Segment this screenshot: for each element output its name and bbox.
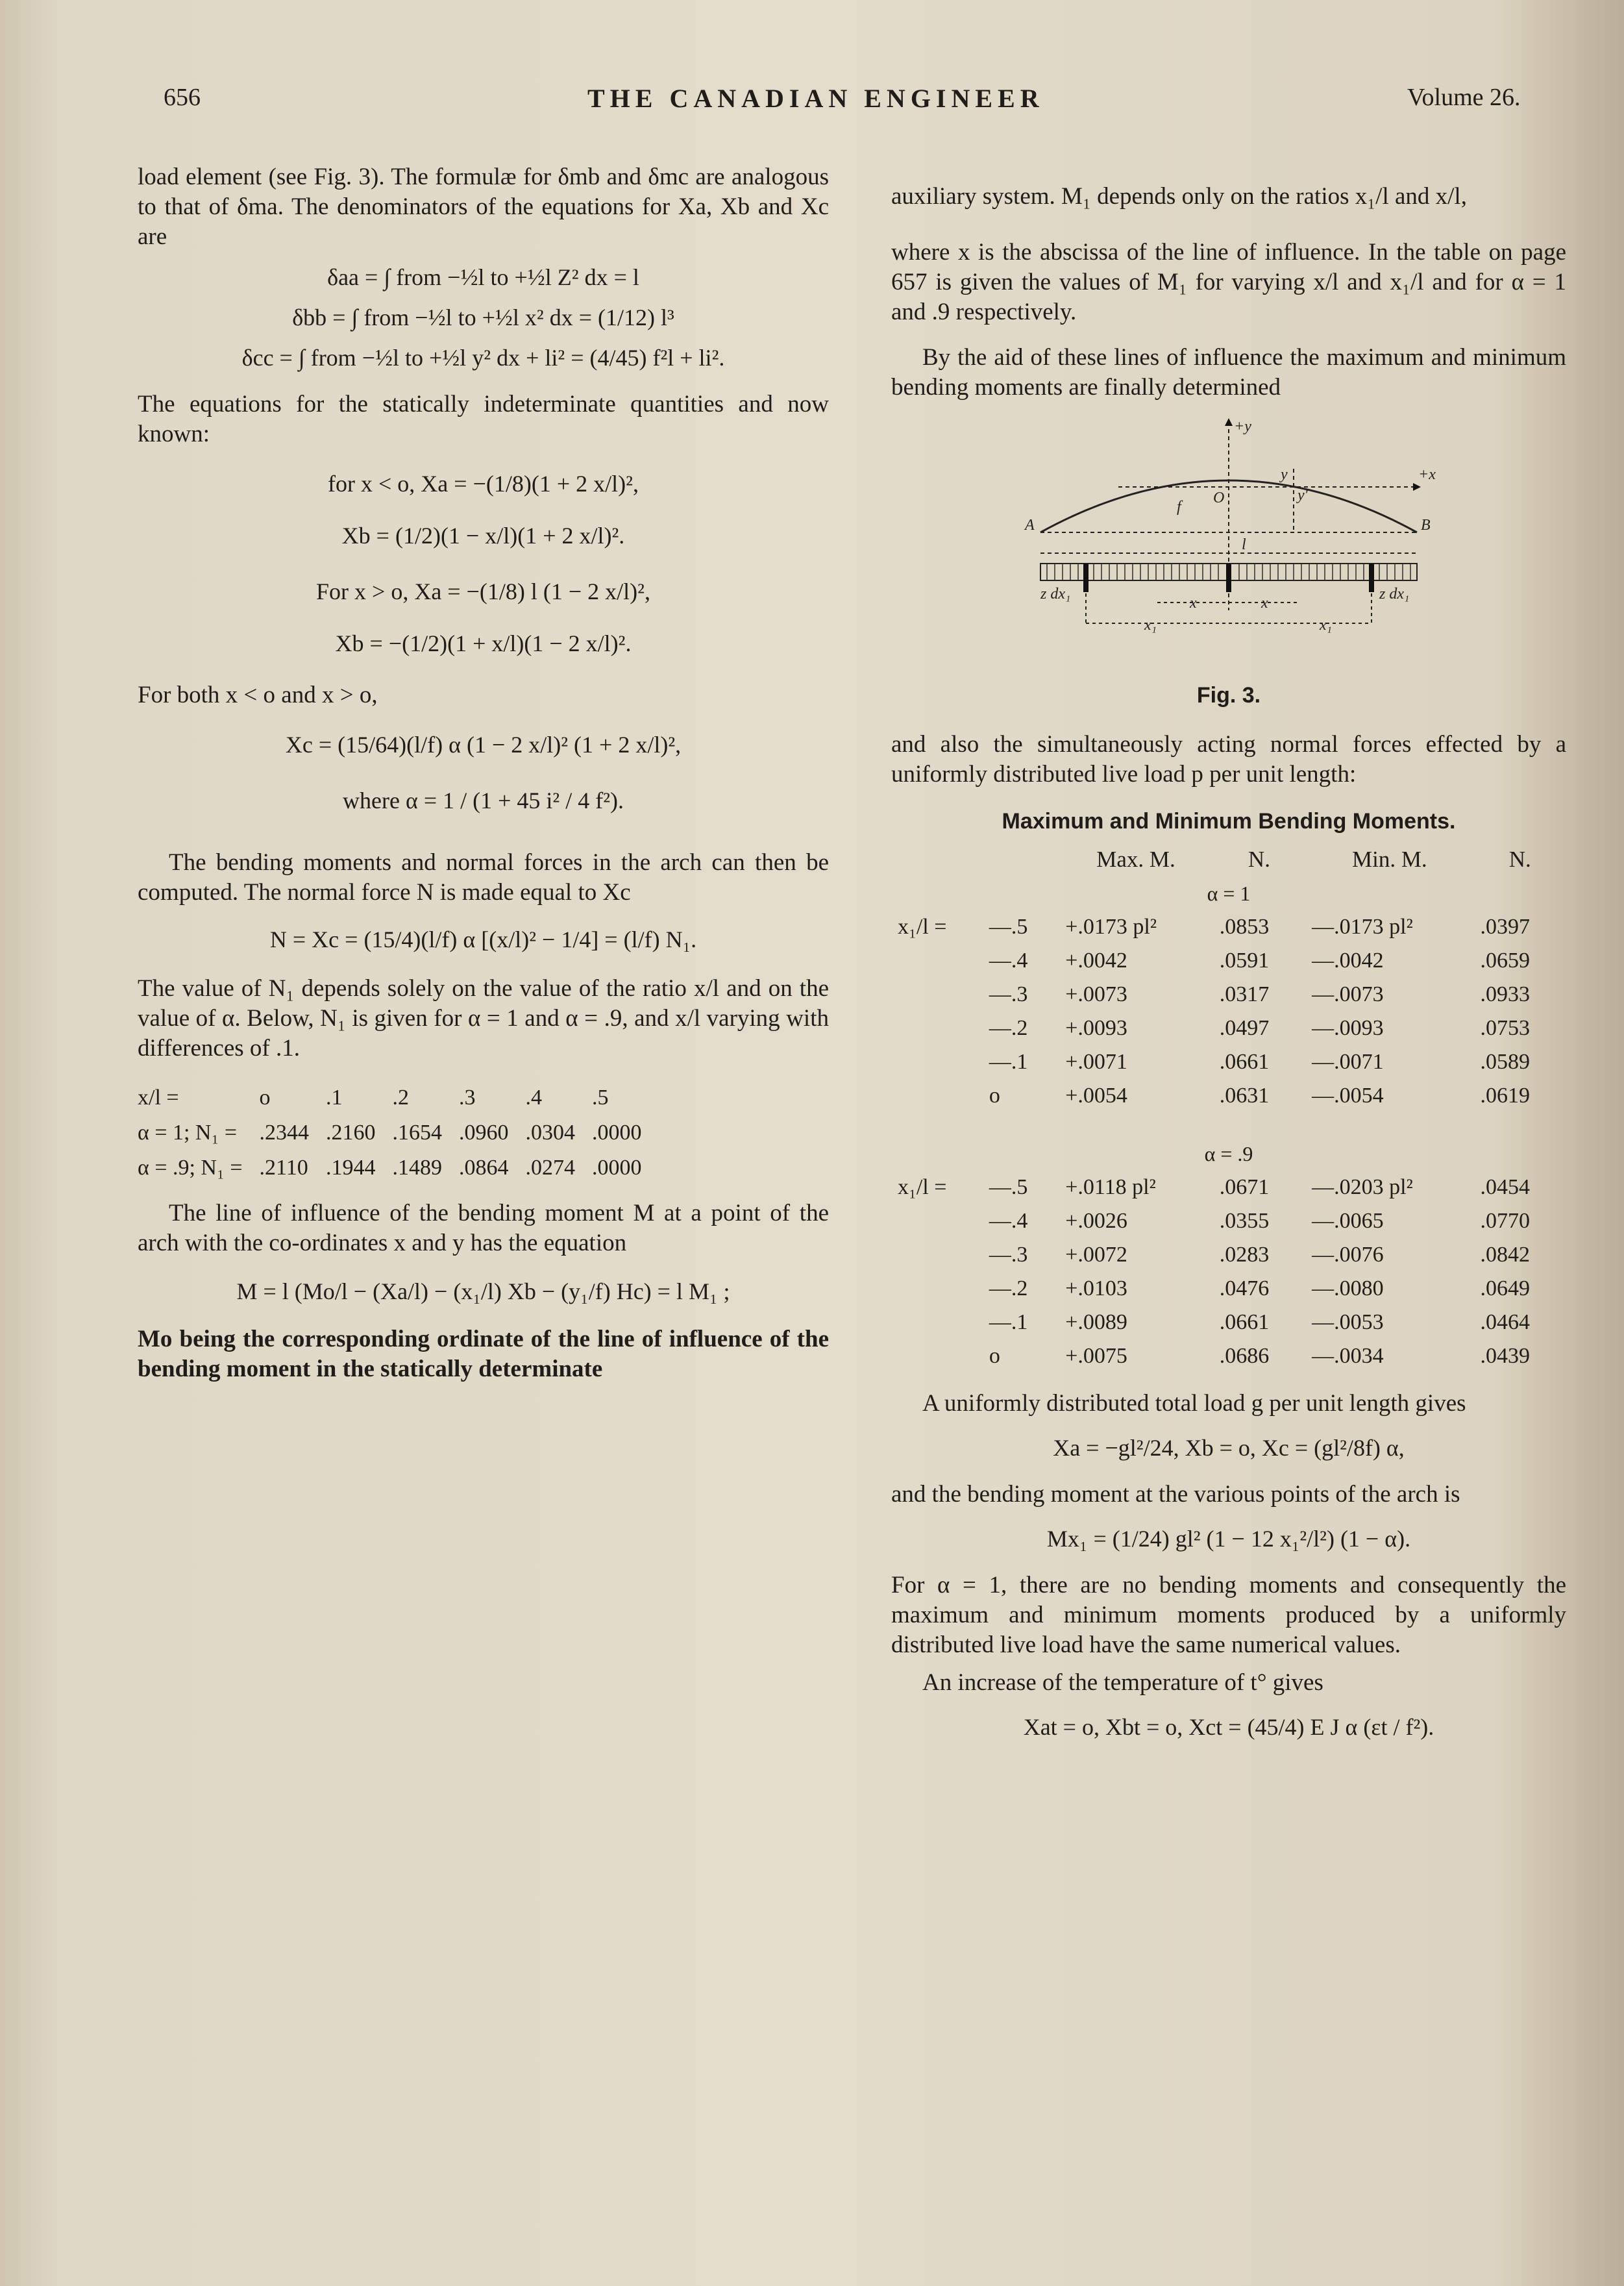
- paragraph: The value of N₁ depends solely on the value of the ratio x/l and on the value of α. Below, N₁ is given for α = 1 and α = .9, and x/l varying with differences of .1.: [138, 975, 829, 1062]
- figure-label: B: [1421, 517, 1431, 534]
- table-cell: .0631: [1219, 1084, 1270, 1108]
- table-cell: .0283: [1219, 1243, 1270, 1267]
- table-cell: .0659: [1480, 949, 1530, 973]
- table-header-row: [891, 843, 1566, 876]
- table-row: [138, 1080, 659, 1115]
- figure-label: +x: [1418, 466, 1436, 483]
- load-element-left: [1083, 564, 1089, 592]
- table-cell: x/l =: [138, 1086, 179, 1110]
- table-cell: α = .9; N₁ =: [138, 1156, 243, 1180]
- table-cell: .0661: [1219, 1310, 1270, 1334]
- equation-delta-cc: δcc = ∫ from −½l to +½l y² dx + li² = (4/45) f²l + li².: [241, 345, 725, 371]
- equation-n: N = Xc = (15/4)(l/f) α [(x/l)² − 1/4] = (l/f) N₁.: [269, 926, 697, 952]
- table-row: [891, 1272, 1566, 1306]
- table-cell: .0000: [592, 1121, 642, 1145]
- table-row: [891, 1306, 1566, 1339]
- table-cell: .0497: [1219, 1016, 1270, 1040]
- table-cell: +.0042: [1065, 949, 1127, 973]
- figure-label: x₁: [1320, 617, 1332, 634]
- table-cell: —.0073: [1312, 982, 1384, 1006]
- table-cell: +.0093: [1065, 1016, 1127, 1040]
- table-cell: .1654: [392, 1121, 443, 1145]
- equation-total-load: Xa = −gl²/24, Xb = o, Xc = (gl²/8f) α,: [1053, 1435, 1405, 1461]
- equation-xb-positive: Xb = −(1/2)(1 + x/l)(1 − 2 x/l)².: [335, 630, 632, 656]
- table-cell: —.0071: [1312, 1050, 1384, 1074]
- figure-label: f: [1177, 499, 1181, 516]
- table-cell: .0464: [1480, 1310, 1530, 1334]
- table-cell: —.2: [989, 1016, 1028, 1040]
- table-cell: +.0071: [1065, 1050, 1127, 1074]
- equation-m: M = l (Mo/l − (Xa/l) − (x₁/l) Xb − (y₁/f) Hc) = l M₁ ;: [236, 1278, 730, 1304]
- table-cell: .0671: [1219, 1175, 1270, 1199]
- paragraph: and also the simultaneously acting normal forces effected by a uniformly distributed live load p per unit length:: [891, 731, 1566, 788]
- table-cell: +.0118 pl²: [1065, 1175, 1156, 1199]
- table-row: [138, 1150, 659, 1186]
- paragraph: The equations for the statically indeterminate quantities and now known:: [138, 391, 829, 447]
- paragraph: By the aid of these lines of influence the maximum and minimum bending moments are finally determined: [891, 344, 1566, 401]
- table-cell: .0355: [1219, 1209, 1270, 1233]
- table-row: [891, 978, 1566, 1012]
- table-cell: α = 1; N₁ =: [138, 1121, 238, 1145]
- left-column: [138, 162, 829, 1392]
- table-cell: —.0042: [1312, 949, 1384, 973]
- journal-title: THE CANADIAN ENGINEER: [587, 84, 1044, 113]
- table-cell: .0864: [459, 1156, 509, 1180]
- column-header: N.: [1508, 847, 1531, 872]
- table-cell: +.0173 pl²: [1065, 915, 1157, 939]
- table-row: [891, 910, 1566, 944]
- paragraph: auxiliary system. M₁ depends only on the ratios x₁/l and x/l,: [891, 183, 1467, 210]
- table-cell: .0619: [1480, 1084, 1530, 1108]
- table-cell: —.0203 pl²: [1312, 1175, 1413, 1199]
- n1-table: [138, 1080, 659, 1186]
- table-row: [891, 1045, 1566, 1079]
- table-row: [891, 1012, 1566, 1045]
- table-cell: —.3: [989, 982, 1028, 1006]
- table-cell: .0589: [1480, 1050, 1530, 1074]
- table-cell: —.0080: [1312, 1276, 1384, 1300]
- table-row: [891, 1339, 1566, 1373]
- figure-label: x₁: [1144, 617, 1157, 634]
- table-cell: .5: [592, 1086, 609, 1110]
- table-row: [891, 1238, 1566, 1272]
- table-cell: +.0072: [1065, 1243, 1127, 1267]
- table-cell: .0274: [525, 1156, 576, 1180]
- table-cell: —.0054: [1312, 1084, 1384, 1108]
- paragraph: The bending moments and normal forces in the arch can then be computed. The normal force N is made equal to Xc: [138, 849, 829, 906]
- table-cell: .0686: [1219, 1344, 1270, 1368]
- alpha-label: α = .9: [1204, 1142, 1253, 1165]
- table-cell: .0842: [1480, 1243, 1530, 1267]
- table-cell: —.1: [989, 1310, 1028, 1334]
- figure-3: [891, 416, 1566, 710]
- paragraph: The line of influence of the bending moment M at a point of the arch with the co-ordinates x and y has the equation: [138, 1200, 829, 1256]
- table-cell: —.0034: [1312, 1344, 1384, 1368]
- figure-label: O: [1213, 490, 1225, 506]
- table-cell: +.0054: [1065, 1084, 1127, 1108]
- table-cell: —.1: [989, 1050, 1028, 1074]
- column-header: N.: [1248, 847, 1270, 872]
- table-cell: .0476: [1219, 1276, 1270, 1300]
- figure-caption: Fig. 3.: [1196, 683, 1261, 708]
- x1-over-l-label: x₁/l =: [898, 1175, 947, 1199]
- column-header: Min. M.: [1351, 847, 1427, 872]
- table-cell: —.3: [989, 1243, 1028, 1267]
- equation-delta-aa: δaa = ∫ from −½l to +½l Z² dx = l: [327, 264, 639, 290]
- table-cell: +.0103: [1065, 1276, 1127, 1300]
- equation-xc: Xc = (15/64)(l/f) α (1 − 2 x/l)² (1 + 2 x/l)²,: [285, 732, 682, 758]
- table-cell: .0853: [1219, 915, 1270, 939]
- table-cell: .2344: [259, 1121, 310, 1145]
- table-cell: .0753: [1480, 1016, 1530, 1040]
- table-cell: .0439: [1480, 1344, 1530, 1368]
- figure-label: x: [1190, 595, 1197, 612]
- table-cell: +.0026: [1065, 1209, 1127, 1233]
- page-header: [0, 83, 1624, 122]
- table-cell: .0661: [1219, 1050, 1270, 1074]
- x-axis-arrow: [1413, 483, 1421, 491]
- paragraph: For both x < o and x > o,: [138, 682, 378, 708]
- figure-label: l: [1242, 536, 1246, 553]
- table-cell: .2: [392, 1086, 410, 1110]
- paragraph: where x is the abscissa of the line of influence. In the table on page 657 is given the values of M₁ for varying x/l and x₁/l and for α = 1 and .9 respectively.: [891, 239, 1566, 325]
- arch-diagram: [1021, 416, 1436, 669]
- table-cell: .0933: [1480, 982, 1530, 1006]
- table-row: [138, 1115, 659, 1150]
- table-cell: —.0093: [1312, 1016, 1384, 1040]
- page-number: 656: [164, 84, 201, 111]
- table-cell: —.0173 pl²: [1312, 915, 1413, 939]
- table-row: [891, 1113, 1566, 1171]
- table-cell: o: [989, 1084, 1000, 1108]
- table-cell: .0770: [1480, 1209, 1530, 1233]
- column-header: Max. M.: [1096, 847, 1175, 872]
- table-cell: .1: [326, 1086, 343, 1110]
- table-cell: —.5: [989, 1175, 1028, 1199]
- table-cell: .0591: [1219, 949, 1270, 973]
- table-cell: +.0075: [1065, 1344, 1127, 1368]
- paragraph: A uniformly distributed total load g per unit length gives: [922, 1390, 1466, 1417]
- figure-label: z dx₁: [1040, 586, 1071, 603]
- table-cell: .0649: [1480, 1276, 1530, 1300]
- equation-xa-positive: For x > o, Xa = −(1/8) l (1 − 2 x/l)²,: [316, 578, 650, 604]
- equation-temperature: Xat = o, Xbt = o, Xct = (45/4) E J α (εt / f²).: [1023, 1714, 1434, 1740]
- table-row: [891, 944, 1566, 978]
- table-cell: +.0073: [1065, 982, 1127, 1006]
- load-element-right: [1369, 564, 1374, 592]
- figure-label: x: [1261, 595, 1268, 612]
- paragraph: Mo being the corresponding ordinate of the line of influence of the bending moment in the statically determinate: [138, 1326, 829, 1382]
- table-row: [891, 1171, 1566, 1204]
- table-row: [891, 1204, 1566, 1238]
- figure-label: A: [1025, 517, 1035, 534]
- figure-label: z dx₁: [1379, 586, 1410, 603]
- figure-label: +y: [1234, 418, 1251, 435]
- table-cell: o: [989, 1344, 1000, 1368]
- table-cell: .1944: [326, 1156, 376, 1180]
- figure-label: y′: [1298, 487, 1308, 504]
- table-cell: .0000: [592, 1156, 642, 1180]
- table-title: Maximum and Minimum Bending Moments.: [1002, 809, 1456, 834]
- equation-xb-negative: Xb = (1/2)(1 − x/l)(1 + 2 x/l)².: [341, 523, 625, 549]
- table-cell: .2160: [326, 1121, 376, 1145]
- paragraph: and the bending moment at the various points of the arch is: [891, 1481, 1460, 1508]
- table-cell: o: [259, 1086, 271, 1110]
- table-cell: —.4: [989, 949, 1028, 973]
- right-column: [891, 162, 1566, 1752]
- table-cell: .4: [525, 1086, 543, 1110]
- table-cell: —.0053: [1312, 1310, 1384, 1334]
- figure-label: y: [1281, 466, 1288, 483]
- table-cell: .0317: [1219, 982, 1270, 1006]
- table-cell: .3: [459, 1086, 476, 1110]
- table-cell: .0454: [1480, 1175, 1530, 1199]
- table-cell: .0304: [525, 1121, 576, 1145]
- table-cell: —.4: [989, 1209, 1028, 1233]
- table-row: [891, 876, 1566, 910]
- table-cell: +.0089: [1065, 1310, 1127, 1334]
- table-cell: .1489: [392, 1156, 443, 1180]
- table-cell: —.5: [989, 915, 1028, 939]
- load-element-center: [1226, 564, 1231, 592]
- table-cell: —.0076: [1312, 1243, 1384, 1267]
- table-row: [891, 1079, 1566, 1113]
- alpha-label: α = 1: [1207, 882, 1251, 905]
- x1-over-l-label: x₁/l =: [898, 915, 947, 939]
- paragraph: For α = 1, there are no bending moments and consequently the maximum and minimum moments produced by a uniformly distributed live load have the same numerical values.: [891, 1572, 1566, 1658]
- y-axis-arrow: [1225, 418, 1233, 426]
- table-cell: —.2: [989, 1276, 1028, 1300]
- table-cell: .0960: [459, 1121, 509, 1145]
- table-cell: .2110: [259, 1156, 308, 1180]
- equation-bending-moment: Mx₁ = (1/24) gl² (1 − 12 x₁²/l²) (1 − α).: [1046, 1526, 1411, 1552]
- paragraph: An increase of the temperature of t° gives: [922, 1669, 1323, 1696]
- volume-label: Volume 26.: [1407, 84, 1521, 111]
- equation-delta-bb: δbb = ∫ from −½l to +½l x² dx = (1/12) l³: [292, 304, 674, 330]
- equation-xa-negative: for x < o, Xa = −(1/8)(1 + 2 x/l)²,: [328, 471, 639, 497]
- table-cell: .0397: [1480, 915, 1530, 939]
- table-cell: —.0065: [1312, 1209, 1384, 1233]
- bending-moments-table: [891, 843, 1566, 1373]
- equation-alpha: where α = 1 / (1 + 45 i² / 4 f²).: [343, 788, 624, 814]
- paragraph: load element (see Fig. 3). The formulæ for δmb and δmc are analogous to that of δma. The denominators of the equations for Xa, Xb and Xc are: [138, 164, 829, 250]
